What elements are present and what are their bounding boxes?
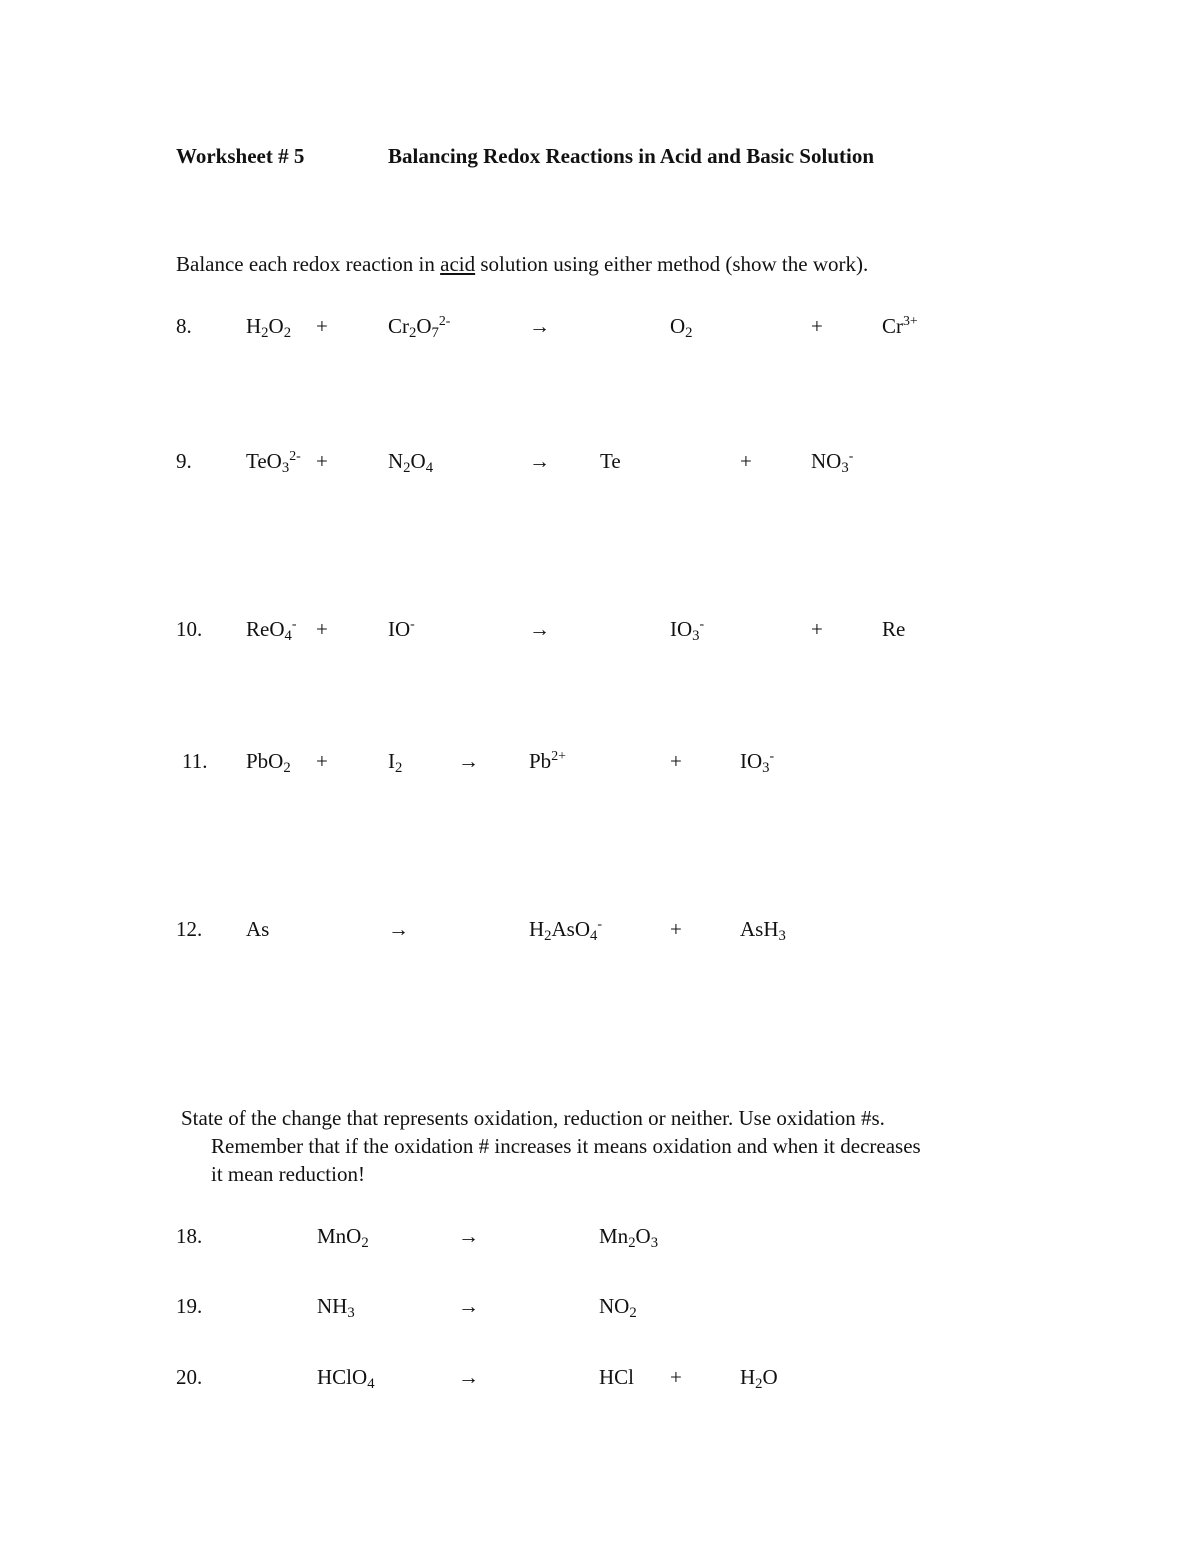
reactant-2: IO- xyxy=(388,615,415,641)
worksheet-title: Balancing Redox Reactions in Acid and Basic Solution xyxy=(388,144,875,168)
problem-number: 20. xyxy=(176,1365,203,1389)
product-2: $Cr^{3+}$ xyxy=(882,312,918,338)
plus-sign: + xyxy=(670,749,682,773)
plus-sign: + xyxy=(670,917,682,941)
reactant: MnO2 xyxy=(317,1224,369,1252)
reaction-arrow: → xyxy=(529,314,550,338)
reactant-2: $Cr2O7^{2-}$ xyxy=(388,312,451,342)
reaction-arrow: → xyxy=(458,749,479,773)
reactant-1: As xyxy=(246,917,270,941)
product: Mn2O3 xyxy=(599,1224,659,1252)
reactant-1: PbO2 xyxy=(246,749,291,777)
reaction-arrow: → xyxy=(388,917,409,941)
plus-sign: + xyxy=(316,314,328,338)
product-1: $Pb^{2+}$ xyxy=(529,747,566,773)
plus-sign: + xyxy=(811,314,823,338)
oxidation-instructions: State of the change that represents oxidation, reduction or neither. Use oxidation #s. Remember that if the oxidation # increases it means oxidation and when it decreases it mean reduction! xyxy=(181,1106,921,1186)
reaction-arrow: → xyxy=(529,449,550,473)
product-2: H2O xyxy=(740,1365,778,1393)
reactant: NH3 xyxy=(317,1294,355,1322)
plus-sign: + xyxy=(670,1365,682,1389)
problem-number: 18. xyxy=(176,1224,203,1248)
product-1: IO3- xyxy=(670,615,705,645)
reaction-arrow: → xyxy=(458,1294,479,1318)
problem-number: 10. xyxy=(176,617,203,641)
problem-number: 12. xyxy=(176,917,203,941)
product-1: O2 xyxy=(670,314,693,342)
plus-sign: + xyxy=(740,449,752,473)
worksheet-label: Worksheet # 5 xyxy=(176,144,305,168)
reaction-arrow: → xyxy=(458,1365,479,1389)
reactant-1: ReO4- xyxy=(246,615,297,645)
problem-number: 11. xyxy=(182,749,208,773)
reaction-arrow: → xyxy=(529,617,550,641)
acid-instructions: Balance each redox reaction in acid solution using either method (show the work). xyxy=(176,252,869,276)
problem-number: 9. xyxy=(176,449,192,473)
plus-sign: + xyxy=(316,617,328,641)
product-2: AsH3 xyxy=(740,917,786,945)
reactant-1: H2O2 xyxy=(246,314,292,342)
product-1: H2AsO4- xyxy=(529,915,602,945)
reactant-2: N2O4 xyxy=(388,449,434,477)
plus-sign: + xyxy=(811,617,823,641)
product: HCl xyxy=(599,1365,635,1389)
product-2: Re xyxy=(882,617,906,641)
reaction-arrow: → xyxy=(458,1224,479,1248)
product-1: Te xyxy=(600,449,621,473)
reactant-1: $TeO3^{2-}$ xyxy=(246,447,301,477)
product-2: NO3- xyxy=(811,447,854,477)
reactant-2: I2 xyxy=(388,749,403,777)
product: NO2 xyxy=(599,1294,637,1322)
problem-number: 19. xyxy=(176,1294,203,1318)
product-2: IO3- xyxy=(740,747,775,777)
problem-number: 8. xyxy=(176,314,192,338)
plus-sign: + xyxy=(316,449,328,473)
reactant: HClO4 xyxy=(317,1365,375,1393)
plus-sign: + xyxy=(316,749,328,773)
acid-underlined: acid xyxy=(440,252,476,276)
